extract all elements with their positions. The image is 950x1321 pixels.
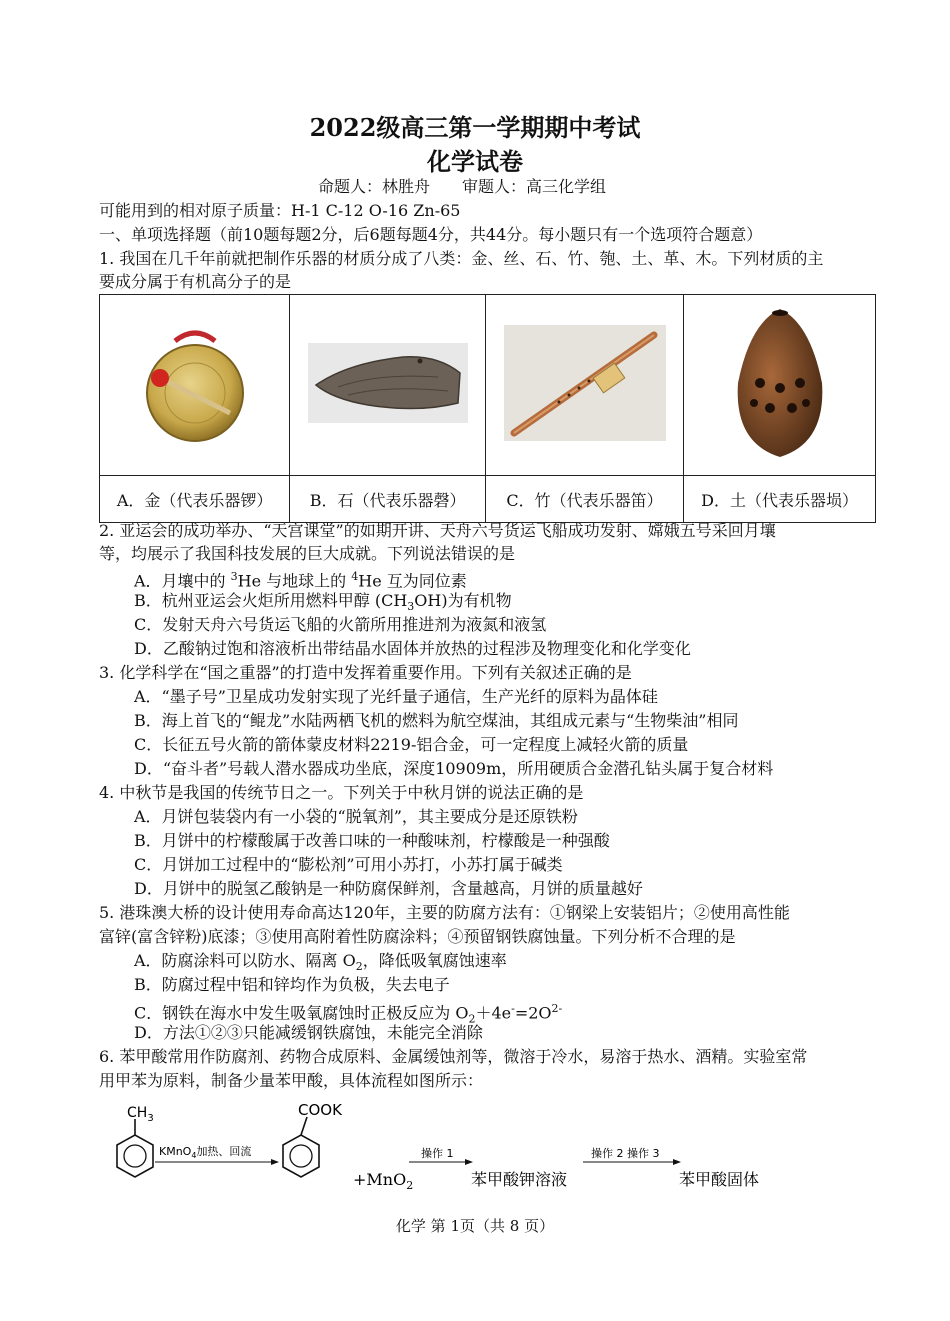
q3-option-a: A．“墨子号”卫星成功发射实现了光纤量子通信，生产光纤的原料为晶体硅 — [134, 687, 658, 706]
xun-image — [730, 303, 830, 463]
q3-option-c: C．长征五号火箭的箭体蒙皮材料2219-铝合金，可一定程度上减轻火箭的质量 — [134, 735, 689, 754]
q2-stem-line2: 等，均展示了我国科技发展的巨大成就。下列说法错误的是 — [99, 544, 516, 563]
option-d-caption: D．土（代表乐器埙） — [684, 476, 876, 523]
option-c-caption: C．竹（代表乐器笛） — [485, 476, 683, 523]
exam-title: 2022级高三第一学期期中考试 — [309, 113, 641, 142]
q4-option-a: A．月饼包装袋内有一小袋的“脱氧剂”，其主要成分是还原铁粉 — [134, 807, 578, 826]
potassium-benzoate-structure — [283, 1117, 319, 1177]
operation-1-label: 操作 1 — [421, 1147, 454, 1160]
flute-image — [504, 325, 666, 441]
q2-option-d: D．乙酸钠过饱和溶液析出带结晶水固体并放热的过程涉及物理变化和化学变化 — [134, 639, 691, 658]
reaction-flowchart — [95, 1095, 895, 1195]
operation-2-3-label: 操作 2 操作 3 — [591, 1147, 660, 1160]
q5-option-b: B．防腐过程中铝和锌均作为负极，失去电子 — [134, 975, 450, 994]
product-benzoic-acid: 苯甲酸固体 — [679, 1170, 760, 1189]
q5-stem-line1: 5. 港珠澳大桥的设计使用寿命高达120年，主要的防腐方法有：①钢梁上安装铝片；②使用高性能 — [99, 903, 790, 922]
q4-option-b: B．月饼中的柠檬酸属于改善口味的一种酸味剂，柠檬酸是一种强酸 — [134, 831, 610, 850]
gong-image — [135, 323, 255, 443]
cook-label: COOK — [298, 1101, 342, 1119]
option-a-caption: A．金（代表乐器锣） — [100, 476, 290, 523]
q2-option-a: A．月壤中的 $^3$He 与地球上的 $^4$He 互为同位素 — [134, 570, 467, 591]
flute-image-cell — [485, 295, 683, 476]
q4-option-c: C．月饼加工过程中的“膨松剂”可用小苏打，小苏打属于碱类 — [134, 855, 563, 874]
methyl-label: $CH_3$ — [127, 1105, 154, 1124]
gong-image-cell — [100, 295, 290, 476]
authors-line: 命题人：林胜舟 审题人：高三化学组 — [318, 177, 607, 196]
q4-stem: 4. 中秋节是我国的传统节日之一。下列关于中秋月饼的说法正确的是 — [99, 783, 584, 802]
q3-option-d: D．“奋斗者”号载人潜水器成功坐底，深度10909m，所用硬质合金潜孔钻头属于复合材料 — [134, 759, 774, 778]
q1-stem-line1: 1. 我国在几千年前就把制作乐器的材质分成了八类：金、丝、石、竹、匏、土、革、木。下列材质的主 — [99, 249, 824, 268]
q3-option-b: B．海上首飞的“鲲龙”水陆两栖飞机的燃料为航空煤油，其组成元素与“生物柴油”相同 — [134, 711, 739, 730]
q3-stem: 3. 化学科学在“国之重器”的打造中发挥着重要作用。下列有关叙述正确的是 — [99, 663, 632, 682]
q5-option-a: A．防腐涂料可以防水、隔离 $O_2$，降低吸氧腐蚀速率 — [134, 951, 507, 974]
section-heading: 一、单项选择题（前10题每题2分，后6题每题4分，共44分。每小题只有一个选项符合题意） — [99, 225, 763, 244]
option-b-caption: B．石（代表乐器磬） — [290, 476, 486, 523]
page-footer: 化学 第 1页（共 8 页） — [395, 1217, 555, 1235]
reaction-condition-1: KMnO$_4$加热、回流 — [159, 1145, 252, 1160]
product-potassium-benzoate: 苯甲酸钾溶液 — [471, 1170, 568, 1189]
q4-option-d: D．月饼中的脱氢乙酸钠是一种防腐保鲜剂，含量越高，月饼的质量越好 — [134, 879, 643, 898]
q2-option-b: B．杭州亚运会火炬所用燃料甲醇 $(CH_3OH)$为有机物 — [134, 591, 512, 614]
q5-option-c: C．钢铁在海水中发生吸氧腐蚀时正极反应为 $O_2+4e^-=2O^{2-}$ — [134, 1002, 563, 1026]
subject-title: 化学试卷 — [427, 147, 523, 176]
mno2-label: +MnO$_2$ — [353, 1170, 414, 1192]
q1-stem-line2: 要成分属于有机高分子的是 — [99, 272, 292, 291]
q2-stem-line1: 2. 亚运会的成功举办、“天宫课堂”的如期开讲、天舟六号货运飞船成功发射、嫦娥五号采回月壤 — [99, 521, 776, 540]
q5-option-d: D．方法①②③只能减缓钢铁腐蚀，未能完全消除 — [134, 1023, 483, 1042]
chime-stone-image-cell — [290, 295, 486, 476]
q5-stem-line2: 富锌(富含锌粉)底漆；③使用高附着性防腐涂料；④预留钢铁腐蚀量。下列分析不合理的是 — [99, 927, 736, 946]
instrument-table — [99, 294, 876, 523]
atomic-mass-line: 可能用到的相对原子质量：H-1 C-12 O-16 Zn-65 — [99, 201, 461, 220]
toluene-structure — [117, 1119, 153, 1177]
q6-stem-line2: 用甲苯为原料，制备少量苯甲酸，具体流程如图所示： — [99, 1071, 484, 1090]
xun-image-cell — [684, 295, 876, 476]
q2-option-c: C．发射天舟六号货运飞船的火箭所用推进剂为液氮和液氢 — [134, 615, 547, 634]
chime-stone-image — [308, 343, 468, 423]
q6-stem-line1: 6. 苯甲酸常用作防腐剂、药物合成原料、金属缓蚀剂等，微溶于冷水，易溶于热水、酒精。实验室常 — [99, 1047, 808, 1066]
